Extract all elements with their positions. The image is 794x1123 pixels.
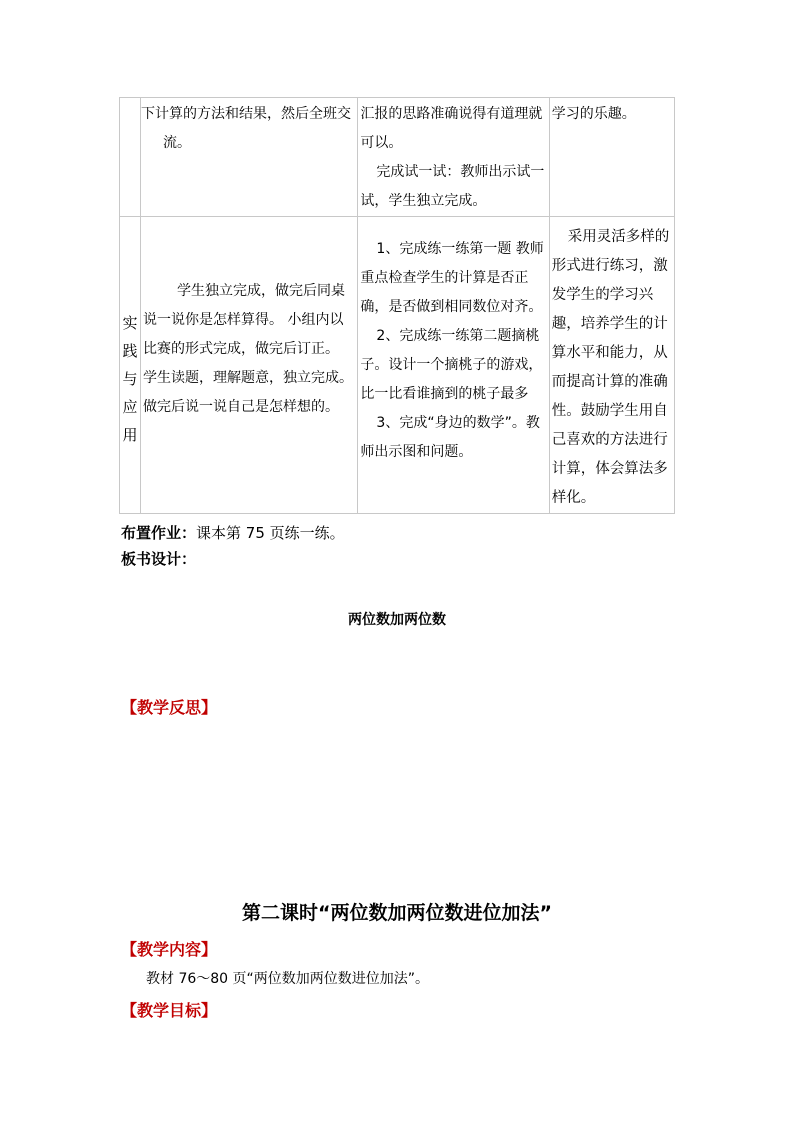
teacher-activity-text: 2、完成练一练第二题摘桃子。设计一个摘桃子的游戏，比一比看谁摘到的桃子最多 — [360, 328, 543, 402]
stage-label-char: 与 — [122, 370, 138, 388]
table-row — [120, 217, 675, 514]
stage-label-char: 用 — [122, 426, 138, 444]
teacher-activity-text: 完成试一试：教师出示试一试，学生独立完成。 — [360, 164, 545, 209]
stage-label-char: 践 — [122, 342, 138, 360]
goal-heading: 【教学目标】 — [121, 1001, 218, 1020]
teacher-activity-cell — [358, 98, 549, 217]
lesson-plan-table — [119, 97, 675, 514]
homework-label: 布置作业： — [121, 524, 197, 542]
student-activity-text: 学生独立完成，做完后同桌说一说你是怎样算得。 小组内以比赛的形式完成，做完后订正。 学生读题，理解题意，独立完成。做完后说一说自己是怎样想的。 — [143, 283, 354, 415]
homework-line — [121, 520, 345, 546]
homework-text: 课本第 75 页练一练。 — [196, 524, 345, 542]
content-text: 教材 76～80 页“两位数加两位数进位加法”。 — [146, 971, 430, 987]
design-intent-text: 采用灵活多样的形式进行练习，激发学生的学习兴趣，培养学生的计算水平和能力，从而提高计算的准确性。鼓励学生用自己喜欢的方法进行计算，体会算法多样化。 — [551, 229, 670, 506]
design-intent-text: 学习的乐趣。 — [551, 106, 636, 122]
design-intent-cell — [549, 217, 674, 514]
content-heading: 【教学内容】 — [121, 940, 218, 959]
design-intent-cell — [549, 98, 674, 217]
teacher-activity-cell — [358, 217, 549, 514]
student-activity-cell — [141, 217, 358, 514]
table-row — [120, 98, 675, 217]
student-activity-text: 下计算的方法和结果，然后全班交流。 — [141, 106, 352, 151]
stage-label-char: 应 — [122, 398, 138, 416]
teacher-activity-text: 1、完成练一练第一题 教师重点检查学生的计算是否正确，是否做到相同数位对齐。 — [360, 241, 544, 315]
student-activity-cell — [141, 98, 358, 217]
board-design-label: 板书设计： — [121, 550, 197, 568]
stage-cell — [120, 217, 141, 514]
stage-label-char: 实 — [122, 314, 138, 332]
teacher-activity-text: 3、完成“身边的数学”。教师出示图和问题。 — [360, 415, 540, 460]
reflection-heading: 【教学反思】 — [121, 698, 218, 717]
board-design-title: 两位数加两位数 — [348, 612, 446, 628]
teacher-activity-text: 汇报的思路准确说得有道理就可以。 — [360, 106, 543, 151]
lesson2-title: 第二课时“两位数加两位数进位加法” — [242, 902, 552, 924]
stage-cell — [120, 98, 141, 217]
